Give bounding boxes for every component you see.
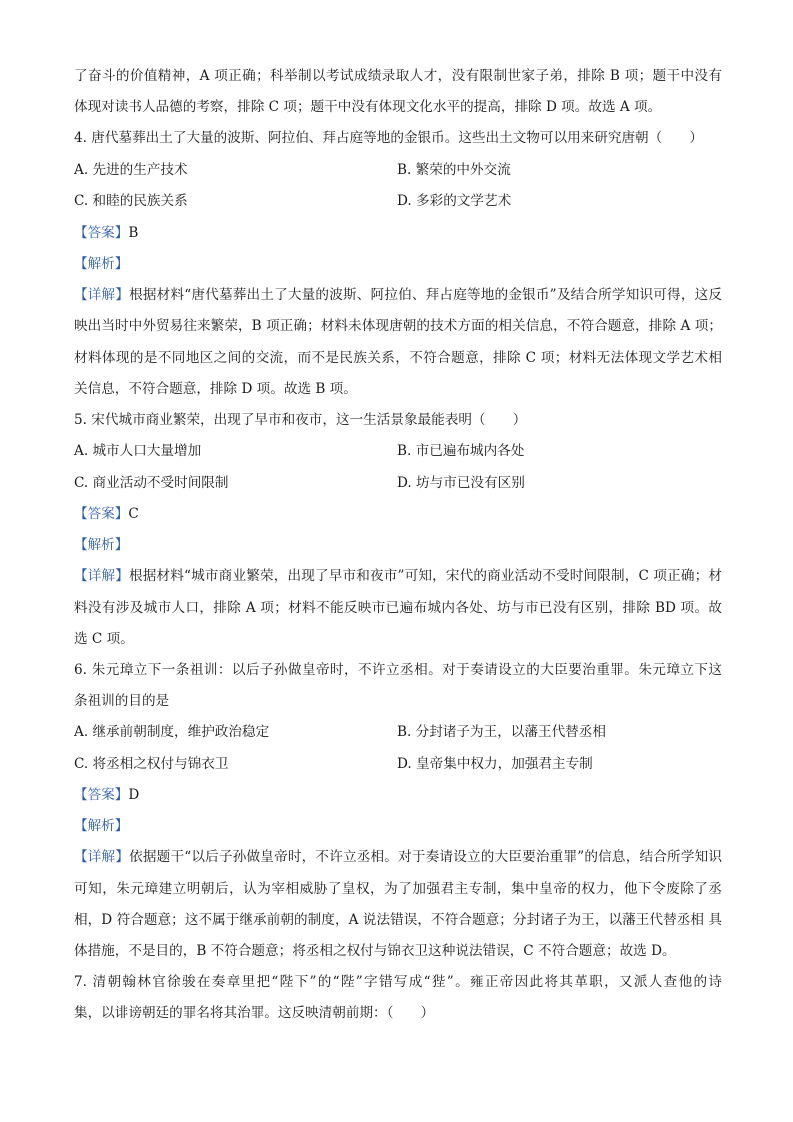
question-7-stem: 集，以诽谤朝廷的罪名将其治罪。这反映清朝前期：（ ）: [74, 1005, 435, 1021]
q5-detail-line: 料没有涉及城市人口，排除 A 项；材料不能反映市已遍布城内各处、坊与市已没有区别，排除 BD 项。故: [74, 600, 722, 616]
detail-text: 根据材料“唐代墓葬出土了大量的波斯、阿拉伯、拜占庭等地的金银币”及结合所学知识可得，这反: [129, 287, 722, 303]
analysis-tag: 【解析】: [74, 537, 129, 553]
q4-detail-line: [74, 285, 722, 305]
q6-option-c: C. 将丞相之权付与锦衣卫: [74, 756, 229, 772]
answer-value: C: [128, 506, 139, 522]
q6-detail-line: 可知，朱元璋建立明朝后，认为宰相威胁了皇权，为了加强君主专制，集中皇帝的权力，他下令废除了丞: [74, 881, 722, 897]
q4-option-b: B. 繁荣的中外交流: [397, 162, 511, 178]
question-5-stem: 5. 宋代城市商业繁荣，出现了早市和夜市，这一生活景象最能表明（ ）: [74, 412, 527, 428]
q5-answer-row: [74, 504, 722, 524]
q6-detail-line: 相，D 符合题意；这不属于继承前朝的制度，A 说法错误，不符合题意；分封诸子为王，以藩王代替丞相 具: [74, 912, 722, 928]
detail-tag: 【详解】: [74, 568, 130, 584]
q6-option-a: A. 继承前朝制度，维护政治稳定: [74, 724, 270, 740]
question-7-stem: 7. 清朝翰林官徐骏在奏章里把“陛下”的“陛”字错写成“狴”。雍正帝因此将其革职，又派人查他的诗: [74, 974, 722, 990]
q6-detail-line: [74, 847, 722, 867]
answer-tag: 【答案】: [74, 787, 129, 803]
q4-detail-line: 材料体现的是不同地区之间的交流，而不是民族关系，不符合题意，排除 C 项；材料无法体现文学艺术相: [74, 350, 722, 366]
q5-option-a: A. 城市人口大量增加: [74, 443, 202, 459]
detail-text: 根据材料“城市商业繁荣，出现了早市和夜市”可知，宋代的商业活动不受时间限制，C 项正确；材: [129, 568, 722, 584]
q5-option-d: D. 坊与市已没有区别: [397, 475, 525, 491]
analysis-tag: 【解析】: [74, 256, 129, 272]
q5-detail-line: 选 C 项。: [74, 631, 134, 647]
q5-option-b: B. 市已遍布城内各处: [397, 443, 525, 459]
q6-detail-line: 体措施，不是目的，B 不符合题意；将丞相之权付与锦衣卫这种说法错误，C 不符合题意；故选 D。: [74, 943, 676, 959]
paragraph-line: 体现对读书人品德的考察，排除 C 项；题干中没有体现文化水平的提高，排除 D 项。故选 A 项。: [74, 99, 662, 115]
q6-answer-row: [74, 785, 722, 805]
q4-detail-line: 映出当时中外贸易往来繁荣，B 项正确；材料未体现唐朝的技术方面的相关信息，不符合题意，排除 A 项；: [74, 318, 722, 334]
question-6-stem: 6. 朱元璋立下一条祖训：以后子孙做皇帝时，不许立丞相。对于奏请设立的大臣要治重罪。朱元璋立下这: [74, 662, 722, 678]
q4-option-d: D. 多彩的文学艺术: [397, 193, 512, 209]
question-4-stem: 4. 唐代墓葬出土了大量的波斯、阿拉伯、拜占庭等地的金银币。这些出土文物可以用来研究唐朝（ ）: [74, 130, 704, 146]
q5-option-c: C. 商业活动不受时间限制: [74, 475, 229, 491]
q4-option-a: A. 先进的生产技术: [74, 162, 188, 178]
q6-option-b: B. 分封诸子为王，以藩王代替丞相: [397, 724, 606, 740]
q4-option-c: C. 和睦的民族关系: [74, 193, 188, 209]
q4-answer-row: [74, 223, 722, 243]
detail-tag: 【详解】: [74, 287, 130, 303]
question-6-stem: 条祖训的目的是: [74, 693, 170, 709]
analysis-tag: 【解析】: [74, 818, 129, 834]
detail-text: 依据题干“以后子孙做皇帝时，不许立丞相。对于奏请设立的大臣要治重罪”的信息，结合所学知识: [129, 849, 722, 865]
detail-tag: 【详解】: [74, 849, 130, 865]
q6-option-d: D. 皇帝集中权力，加强君主专制: [397, 756, 593, 772]
answer-value: D: [128, 787, 140, 803]
answer-tag: 【答案】: [74, 506, 129, 522]
paragraph-line: 了奋斗的价值精神，A 项正确；科举制以考试成绩录取人才，没有限制世家子弟，排除 B 项；题干中没有: [74, 68, 722, 84]
q5-detail-line: [74, 566, 722, 586]
q4-detail-line: 关信息，不符合题意，排除 D 项。故选 B 项。: [74, 381, 357, 397]
answer-value: B: [128, 225, 139, 241]
answer-tag: 【答案】: [74, 225, 129, 241]
